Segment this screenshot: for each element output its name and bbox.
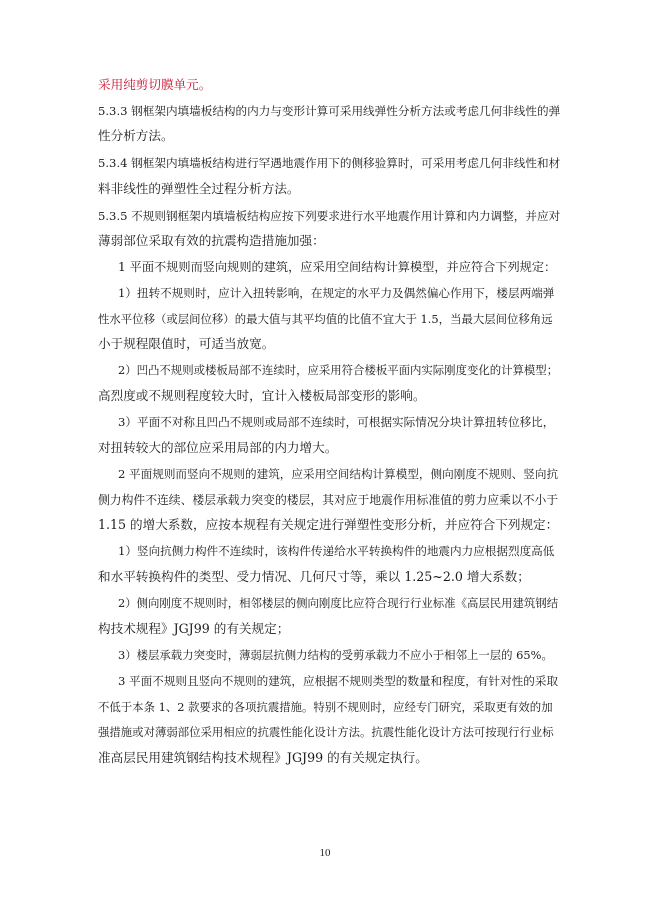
text-line: 采用纯剪切膜单元。 — [98, 77, 212, 92]
page-number: 10 — [319, 847, 331, 859]
item-3: 3 平面不规则且竖向不规则的建筑，应根据不规则类型的数量和程度，有针对性的采取 — [118, 674, 559, 688]
clause-5-3-4: 5.3.4 钢框架内填墙板结构进行罕遇地震作用下的侧移验算时，可采用考虑几何非线性和材 — [98, 156, 561, 170]
text-line: 薄弱部位采取有效的抗震构造措施加强： — [98, 233, 325, 248]
clause-5-3-3: 5.3.3 钢框架内填墙板结构的内力与变形计算可采用线弹性分析方法或考虑几何非线性的弹 — [98, 104, 561, 118]
text-line: 强措施或对薄弱部位采用相应的抗震性能化设计方法。抗震性能化设计方法可按现行行业标 — [98, 725, 554, 739]
text-line: 性水平位移（或层间位移）的最大值与其平均值的比值不宜大于 1.5，当最大层间位移角远 — [98, 312, 553, 326]
sub-item: 1）竖向抗侧力构件不连续时，该构件传递给水平转换构件的地震内力应根据烈度高低 — [118, 544, 555, 558]
text-line: 构技术规程》JGJ99 的有关规定； — [98, 621, 290, 636]
text-line: 性分析方法。 — [98, 128, 174, 143]
text-line: 料非线性的弹塑性全过程分析方法。 — [98, 181, 300, 196]
sub-item: 3）平面不对称且凹凸不规则或局部不连续时，可根据实际情况分块计算扭转位移比， — [118, 415, 555, 429]
item-1: 1 平面不规则而竖向规则的建筑，应采用空间结构计算模型，并应符合下列规定： — [118, 260, 557, 274]
sub-item: 1）扭转不规则时，应计入扭转影响，在规定的水平力及偶然偏心作用下，楼层两端弹 — [118, 286, 555, 300]
text-line: 准高层民用建筑钢结构技术规程》JGJ99 的有关规定执行。 — [98, 750, 428, 765]
text-line: 不低于本条 1、2 款要求的各项抗震措施。特别不规则时，应经专门研究，采取更有效的加 — [98, 700, 553, 714]
clause-5-3-5: 5.3.5 不规则钢框架内填墙板结构应按下列要求进行水平地震作用计算和内力调整，并应对 — [98, 209, 561, 223]
text-line: 对扭转较大的部位应采用局部的内力增大。 — [98, 440, 338, 455]
text-line: 侧力构件不连续、楼层承载力突变的楼层，其对应于地震作用标准值的剪力应乘以不小于 — [98, 493, 559, 507]
text-line: 和水平转换构件的类型、受力情况、几何尺寸等，乘以 1.25~2.0 增大系数； — [98, 569, 530, 584]
item-2: 2 平面规则而竖向不规则的建筑，应采用空间结构计算模型，侧向刚度不规则、竖向抗 — [118, 467, 559, 481]
text-line: 1.15 的增大系数，应按本规程有关规定进行弹塑性变形分析，并应符合下列规定： — [98, 517, 559, 532]
text-line: 小于规程限值时，可适当放宽。 — [98, 336, 275, 351]
sub-item: 2）凹凸不规则或楼板局部不连续时，应采用符合楼板平面内实际刚度变化的计算模型； — [118, 363, 559, 377]
sub-item: 3）楼层承载力突变时，薄弱层抗侧力结构的受剪承载力不应小于相邻上一层的 65%。 — [118, 648, 553, 662]
sub-item: 2）侧向刚度不规则时，相邻楼层的侧向刚度比应符合现行行业标准《高层民用建筑钢结 — [118, 596, 559, 610]
text-line: 高烈度或不规则程度较大时，宜计入楼板局部变形的影响。 — [98, 388, 426, 403]
